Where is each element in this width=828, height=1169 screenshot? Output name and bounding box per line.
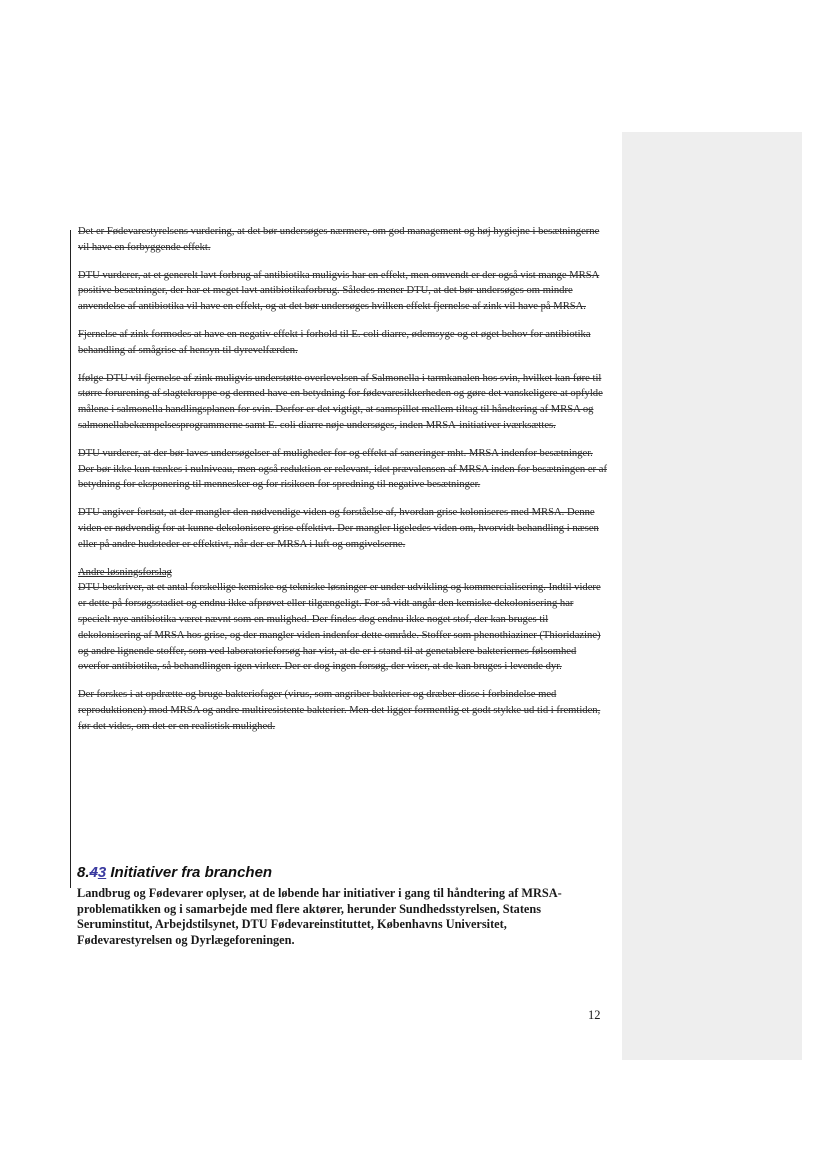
struck-paragraph-4: Ifølge DTU vil fjernelse af zink muligvis understøtte overlevelsen af Salmonella i tarmkanalen hos svin, hvilket kan føre til større forurening af slagtekroppe og dermed have en betydning for fødevaresikkerheden og gøre det vanskeligere at opfylde målene i salmonella handlingsplanen for svin. Derfor er det vigtigt, at samspillet mellem tiltag til håndtering af MRSA og salmonellabekæmpelsesprogrammerne samt E. coli diarre nøje undersøges, inden MRSA-initiativer iværksættes. <box>78 372 603 431</box>
struck-subheading: Andre løsningsforslag <box>78 566 172 578</box>
comment-margin-panel <box>622 132 802 1060</box>
struck-paragraph-8: Der forskes i at opdrætte og bruge bakteriofager (virus, som angriber bakterier og dræber disse i forbindelse med reproduktionen) mod MRSA og andre multiresistente bakterier. Men det ligger formentlig et godt stykke ud tid i fremtiden, før det vides, om det er en realistisk mulighed. <box>78 689 601 732</box>
tracked-changes-content <box>78 224 608 747</box>
section-number-inserted: 3 <box>97 864 107 881</box>
section-title: Initiativer fra branchen <box>110 864 273 881</box>
struck-paragraph-3: Fjernelse af zink formodes at have en negativ effekt i forhold til E. coli diarre, ødemsyge og et øget behov for antibiotika behandling af smågrise af hensyn til dyrevelfærden. <box>78 328 591 356</box>
page-number: 12 <box>588 1008 601 1022</box>
section-heading <box>77 864 272 881</box>
struck-paragraph-5: DTU vurderer, at der bør laves undersøgelser af muligheder for og effekt af saneringer mht. MRSA indenfor besætninger. Der bør ikke kun tænkes i nulniveau, men også reduktion er relevant, idet prævalensen af MRSA inden for besætningen er af betydning for eksponering til mennesker og for risikoen for spredning til negative besætninger. <box>78 447 607 491</box>
body-paragraph: Landbrug og Fødevarer oplyser, at de løbende har initiativer i gang til håndtering af MRSA-problematikken og i samarbejde med flere aktører, herunder Sundhedsstyrelsen, Statens Seruminstitut, Arbejdstilsynet, DTU Fødevareinstituttet, Københavns Universitet, Fødevarestyrelsen og Dyrlægeforeningen. <box>77 886 562 947</box>
change-bar <box>70 230 71 888</box>
struck-paragraph-2: DTU vurderer, at et generelt lavt forbrug af antibiotika muligvis har en effekt, men omvendt er der også vist mange MRSA positive besætninger, der har et meget lavt antibiotikaforbrug. Således mener DTU, at det bør undersøges om mindre anvendelse af antibiotika vil have en effekt, og at det bør undersøges hvilken effekt fjernelse af zink vil have på MRSA. <box>78 269 600 313</box>
struck-paragraph-1: Det er Fødevarestyrelsens vurdering, at det bør undersøges nærmere, om god management og høj hygiejne i besætningerne vil have en forbyggende effekt. <box>78 226 600 253</box>
struck-paragraph-7: DTU beskriver, at et antal forskellige kemiske og tekniske løsninger er under udvikling og kommercialisering. Indtil videre er dette på forsøgsstadiet og endnu ikke afprøvet eller tilgængeligt. For så vidt angår den kemiske dekolonisering har specielt nye antibiotika været nævnt som en mulighed. Der findes dog endnu ikke noget stof, der kan bruges til dekolonisering af MRSA hos grise, og der mangler viden indenfor dette område. Stoffer som phenothiaziner (Thioridazine) og andre lignende stoffer, som ved laboratorieforsøg har vist, at de er i stand til at genetablere bakteriernes følsomhed overfor antibiotika, så behandlingen igen virker. Der er dog ingen forsøg, der viser, at de kan bruges i levende dyr. <box>78 582 601 673</box>
struck-paragraph-6: DTU angiver fortsat, at der mangler den nødvendige viden og forståelse af, hvordan grise koloniseres med MRSA. Denne viden er nødvendig for at kunne dekolonisere grise effektivt. Der mangler ligeledes viden om, hvorvidt behandling i næsen eller på andre hudsteder er effektivt, når der er MRSA i luft og omgivelserne. <box>78 507 599 550</box>
section-number-deleted: 4 <box>89 864 98 881</box>
section-number-prefix: 8. <box>77 864 90 881</box>
